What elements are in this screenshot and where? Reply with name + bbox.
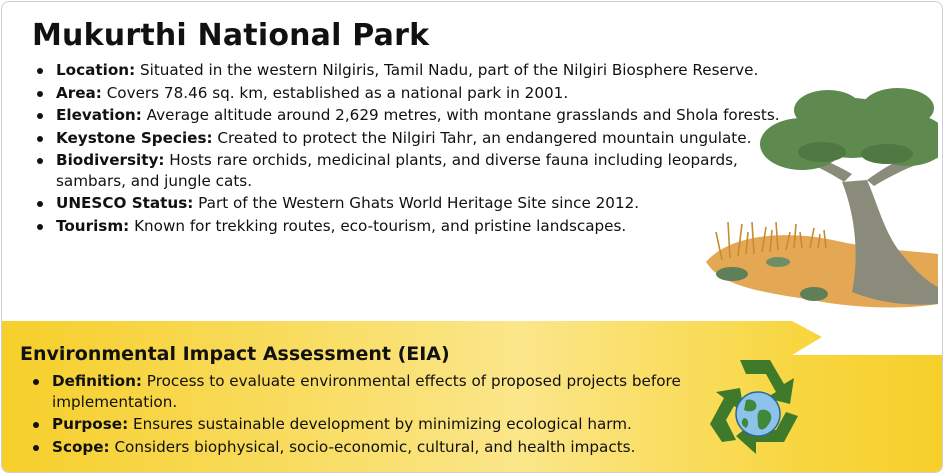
list-item xyxy=(32,216,792,237)
baobab-tree-illustration xyxy=(702,82,938,312)
list-item xyxy=(32,60,792,81)
item-label: Biodiversity: xyxy=(56,151,165,169)
item-label: Tourism: xyxy=(56,216,130,235)
item-text: Average altitude around 2,629 metres, with montane grasslands and Shola forests. xyxy=(146,106,780,124)
item-text: Process to evaluate environmental effects of proposed projects before implementation. xyxy=(52,372,681,411)
page-title: Mukurthi National Park xyxy=(32,18,430,53)
list-item xyxy=(32,193,792,214)
eia-heading: Environmental Impact Assessment (EIA) xyxy=(20,343,450,365)
eia-list xyxy=(28,371,708,459)
list-item xyxy=(32,128,792,149)
item-label: Location: xyxy=(56,61,136,79)
list-item xyxy=(32,150,792,191)
item-text: Situated in the western Nilgiris, Tamil Nadu, part of the Nilgiri Biosphere Reserve. xyxy=(139,61,759,79)
item-text: Covers 78.46 sq. km, established as a national park in 2001. xyxy=(106,83,569,102)
item-label: Purpose: xyxy=(52,415,129,433)
recycle-globe-icon xyxy=(700,354,810,464)
item-text: Ensures sustainable development by minimizing ecological harm. xyxy=(132,415,632,433)
item-label: Elevation: xyxy=(56,106,142,124)
item-text: Created to protect the Nilgiri Tahr, an endangered mountain ungulate. xyxy=(217,128,752,147)
list-item xyxy=(32,105,792,126)
item-text: Considers biophysical, socio-economic, cultural, and health impacts. xyxy=(114,437,636,456)
list-item xyxy=(28,437,708,458)
list-item xyxy=(32,83,792,104)
slide-card xyxy=(1,1,943,473)
item-text: Known for trekking routes, eco-tourism, and pristine landscapes. xyxy=(134,216,627,235)
list-item xyxy=(28,414,708,435)
park-facts-list xyxy=(32,60,792,238)
item-label: Area: xyxy=(56,83,102,102)
item-text: Part of the Western Ghats World Heritage Site since 2012. xyxy=(198,194,640,212)
item-text: Hosts rare orchids, medicinal plants, and diverse fauna including leopards, sambars, and jungle cats. xyxy=(56,151,738,190)
item-label: UNESCO Status: xyxy=(56,194,194,212)
item-label: Keystone Species: xyxy=(56,128,213,147)
item-label: Definition: xyxy=(52,372,142,390)
list-item xyxy=(28,371,708,412)
item-label: Scope: xyxy=(52,437,110,456)
